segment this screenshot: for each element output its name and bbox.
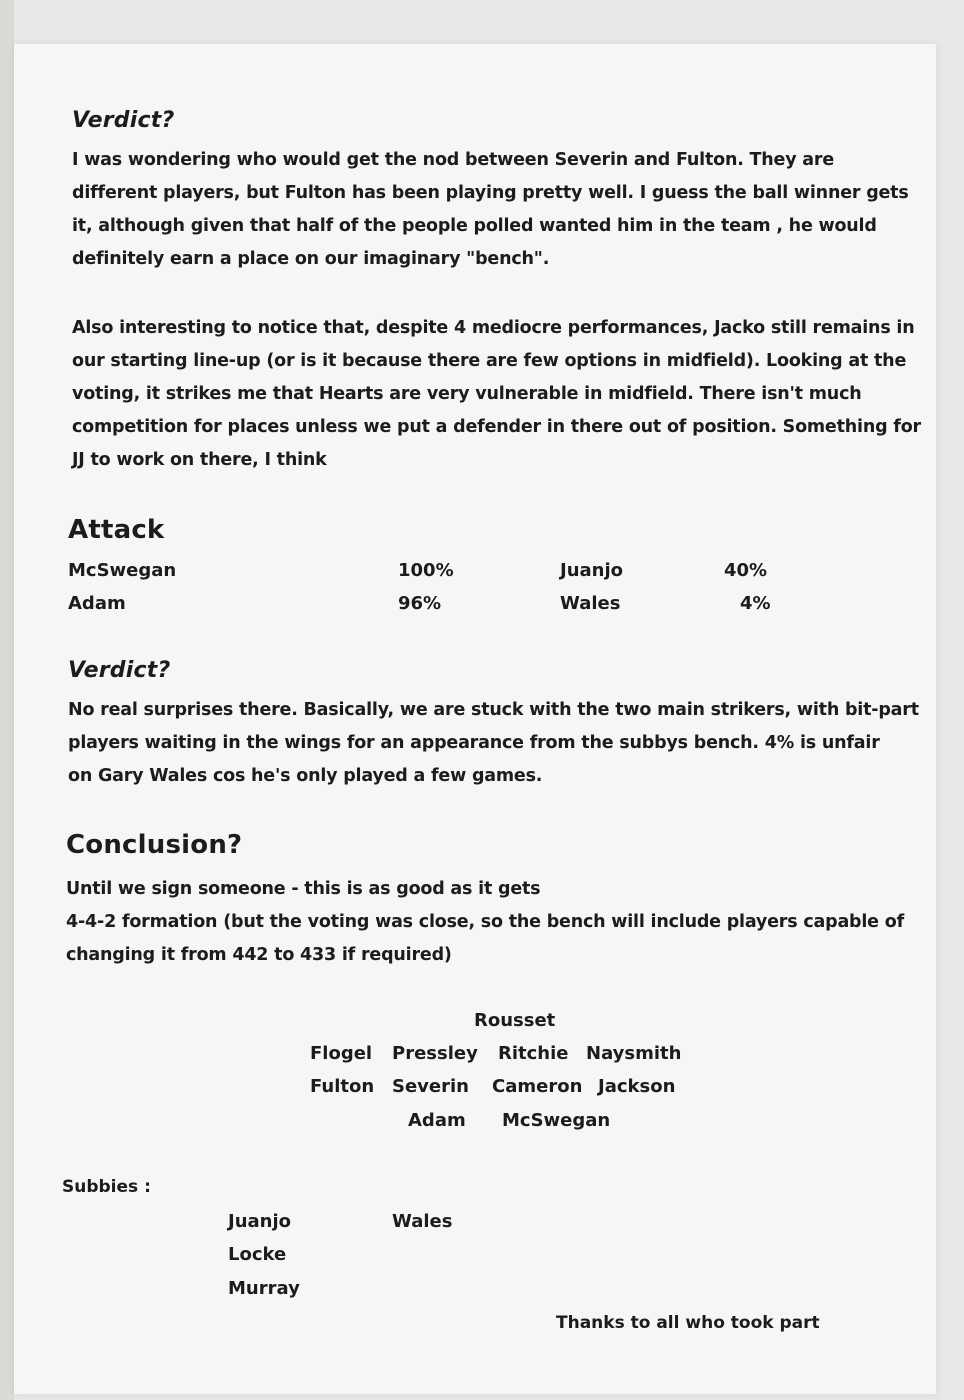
text-line: changing it from 442 to 433 if required)	[66, 945, 452, 965]
lineup-defender: Naysmith	[586, 1043, 682, 1064]
sub-player: Juanjo	[228, 1211, 292, 1232]
lineup-defender: Pressley	[392, 1043, 478, 1064]
verdict-paragraph-1	[72, 144, 909, 276]
subs-label: Subbies :	[62, 1177, 151, 1197]
page-edge	[0, 0, 14, 1400]
verdict-heading-1: Verdict?	[72, 108, 175, 133]
lineup-defender: Flogel	[310, 1043, 373, 1064]
thanks-note: Thanks to all who took part	[556, 1313, 820, 1333]
conclusion-heading: Conclusion?	[66, 830, 243, 860]
attack-player-pct: 96%	[398, 593, 442, 614]
text-line: players waiting in the wings for an appearance from the subbys bench. 4% is unfair	[68, 733, 880, 753]
attack-player-name: Adam	[68, 593, 126, 614]
text-line: our starting line-up (or is it because there are few options in midfield). Looking at the	[72, 351, 907, 371]
lineup-striker: McSwegan	[502, 1110, 611, 1131]
text-line: Also interesting to notice that, despite 4 mediocre performances, Jacko still remains in	[72, 318, 915, 338]
lineup-midfielder: Cameron	[492, 1076, 583, 1097]
attack-player-pct: 4%	[740, 593, 771, 614]
lineup-midfielder: Fulton	[310, 1076, 375, 1097]
lineup-striker: Adam	[408, 1110, 466, 1131]
text-line: competition for places unless we put a defender in there out of position. Something for	[72, 417, 921, 437]
verdict-paragraph-2	[68, 694, 919, 793]
text-line: different players, but Fulton has been playing pretty well. I guess the ball winner gets	[72, 183, 909, 203]
text-line: Until we sign someone - this is as good as it gets	[66, 879, 541, 899]
attack-player-name: Juanjo	[560, 560, 624, 581]
text-line: voting, it strikes me that Hearts are very vulnerable in midfield. There isn't much	[72, 384, 862, 404]
text-line: it, although given that half of the people polled wanted him in the team , he would	[72, 216, 877, 236]
verdict-heading-2: Verdict?	[68, 658, 171, 683]
attack-player-name: Wales	[560, 593, 621, 614]
sub-player: Murray	[228, 1278, 300, 1299]
midfield-paragraph	[72, 312, 921, 477]
conclusion-paragraph	[66, 873, 904, 972]
text-line: No real surprises there. Basically, we are stuck with the two main strikers, with bit-part	[68, 700, 919, 720]
lineup-midfielder: Jackson	[598, 1076, 676, 1097]
lineup-goalkeeper: Rousset	[474, 1010, 556, 1031]
text-line: definitely earn a place on our imaginary "bench".	[72, 249, 550, 269]
attack-player-pct: 40%	[724, 560, 768, 581]
text-line: on Gary Wales cos he's only played a few games.	[68, 766, 543, 786]
lineup-midfielder: Severin	[392, 1076, 469, 1097]
text-line: JJ to work on there, I think	[72, 450, 327, 470]
attack-player-pct: 100%	[398, 560, 454, 581]
text-line: I was wondering who would get the nod between Severin and Fulton. They are	[72, 150, 835, 170]
sub-player: Wales	[392, 1211, 453, 1232]
attack-heading: Attack	[68, 515, 165, 545]
sub-player: Locke	[228, 1244, 287, 1265]
lineup-defender: Ritchie	[498, 1043, 569, 1064]
text-line: 4-4-2 formation (but the voting was close, so the bench will include players capable of	[66, 912, 904, 932]
attack-player-name: McSwegan	[68, 560, 177, 581]
